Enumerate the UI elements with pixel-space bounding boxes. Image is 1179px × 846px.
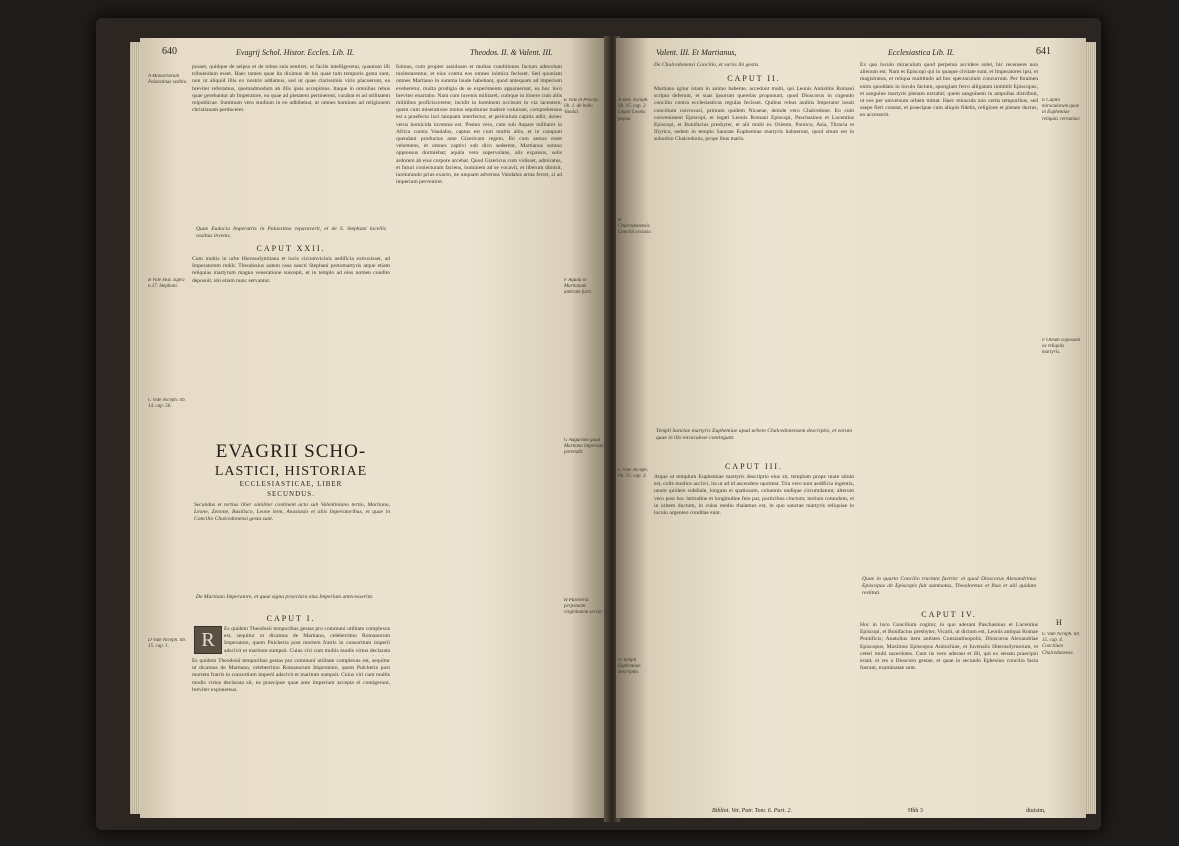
left-chapter1-heading: De Martiano Imperatore, et quae signa praeclara eius Imperium antecesserint. [196,594,374,600]
left-col1-mid-text: Cum multis in urbe Hierosolymitana et locis circumvicinis aedificia extruxisset, ad Imperatorem rediit. Theodosius autem ossa sancti Stephani protomartyris atque etiam reliquias martyrum magna veneratione suscepit, et in templo ad eius nomen condito deposuit, ubi etiam nunc servantur. [192,256,390,284]
right-page-number: 641 [1036,46,1051,57]
left-margin-note-e: E Vide et Procop. lib. 1. de bello Vandal. [564,98,599,116]
left-running-center: Theodos. II. & Valent. III. [470,48,553,57]
dropcap-initial: R [194,626,222,654]
left-chapter22-heading: Quae Eudocia Imperatrix in Palaestina reparaverit, et de S. Stephani locellis ossibus invenis. [196,226,386,239]
right-col2-body: Ex quo loculo miraculum quod perpetuo accidere solet, hic recensere non alienum est. Nam et Episcopi qui in quaque civitate sunt, et Imperatores ipsi, et magistratus, et reliqua multitudo ad hoc spectaculum concurrunt. Per foramen enim quoddam in loculo factum, spongiam ferro alligatam immittit Episcopus, et sanguine martyris plenam extrahit; quem sanguinem in ampullas distribuit, ut eos per universum orbem mittat. Haec miracula non certis temporibus, sed saepe fieri constat, et praecipue cum aliquis fidelis, religione et pietate ductus, eo accesserit. [860,62,1038,119]
right-col1-body2: Atque ut templum Euphemiae martyris descriptio eius sit, templum prope mare situm est, colle modice acclivi, ita ut ad id ascendere oporteat. Tria vero sunt aedificia ingentia, unum quidem subdiale, longum et spatiosum, columnis undique circumdatum; alterum vero post hoc latitudine et longitudine fere par, porticibus cinctum; tertium rotundum, et in orbem ductum, in cuius medio thalamus est, in quo sanctae martyris reliquiae in loculo argenteo conditae sunt. [654,474,854,517]
left-col1-body-start: Es quidem Theodosii temporibus gestas pro communi utilitate complexus est, sequitur ut dicamus de Martiano, celeberrimo Romanorum Imperatore, quem Pulcheria post mortem fratris in consortium imperii adscivit et maritum sumpsit. Cuius viri cum multis modis virtus declarata [224,626,390,654]
signature-mark: Hhh 3 [908,808,923,814]
book-title-line2: LASTICI, HISTORIAE [214,464,368,479]
left-caput-22: CAPUT XXII. [256,244,326,253]
right-running-center: Valent. III. Et Martianus, [656,48,737,57]
left-page-number: 640 [162,46,177,57]
book-title-line4: SECUNDUS. [267,490,315,498]
left-margin-note-a: A Monachorum Palaestinae seditio. [148,74,188,86]
right-page-edges [1086,42,1096,814]
right-margin-note-e: E Capita miraculorum quae in Euphemiae reliquiis cernuntur. [1042,98,1081,122]
left-margin-note-h: H Pulcheria perpetuam virginitatem servat. [564,598,603,616]
right-page [616,38,1086,818]
left-margin-note-c: C Vide Niceph. lib. 14. cap. 50. [148,398,186,410]
catchword: diuisim, [1026,808,1046,814]
left-col2-text: fuimus, cum propter assiduam et multas conditiones factum admodum molestarentur, et eius contra eos omnes inimica fecisset. Sed quoniam omnes Martiano in summa laude habebant, quod antequam ad imperium eveheretur, multa prodigia de se experimento apparuerunt, ea hoc loco breviter enarrabo. Nam cum iuvenis militaret, cumque in itinere cum aliis militibus proficisceretur, incidit in hominem occisum in via iacentem; quem cum miseratione motus sepulturae tradere voluisset, comprehensus est a praefecto loci tanquam interfector, et periculum capitis adiit, donec verus homicida inventus est. Postea vero, cum sub Aspare militaret in Africa contra Vandalos, captus est cum multis aliis, et in campum quendam productus ante Gizericum regem. Ibi cum aestus esset vehemens, et omnes captivi sub divo sederent, Martianus somno oppressus dormiebat; aquila vero supervolans, alis expansis, solis ardorem ab eius corpore arcebat. Quod Gizericus cum vidisset, admiratus, et futuri coniecturam faciens, hominem ad se vocavit, et liberum dimisit, iureiurando prius exacto, ne unquam adversus Vandalos arma ferret, si ad imperium perveniret. [396,64,562,186]
open-book [96,18,1101,830]
right-margin-note-b: B Chalcedonensis Concilii occasio. [618,218,652,236]
printer-footer-note: Bibliot. Vet. Patr. Tom. 6. Part. 2. [712,808,792,814]
left-margin-note-f: F Aquila in Martianum umbram facit. [564,278,593,296]
left-margin-note-g: G Augurium quod Martiano imperium portendit. [564,438,604,456]
left-caput-1: CAPUT I. [266,614,316,623]
left-col1-body: Es quidem Theodosii temporibus gestas pro communi utilitate complexus est, sequitur ut dicamus de Martiano, celeberrimo Romanorum Imperatore, quem Pulcheria post mortem fratris in consortium imperii adscivit et maritum sumpsit. Cuius viri cum multis modis virtus declarata sit, ea praecipue quae ante imperium accepta ei contigerunt, breviter exponemus. [192,658,390,693]
left-running-title: Evagrij Schol. Histor. Eccles. Lib. II. [236,48,355,57]
right-chapter3-heading: Templi Sanctae martyris Euphemiae apud urbem Chalcedonensem descriptio, et eorum quae in illo miraculose contingunt. [656,428,852,441]
left-page-edges [130,42,140,814]
right-col1-body: Martiano igitur istam in animo habente, accedunt multi, qui Leonis Antistitis Romani scripta deferunt, et suas ipsorum querelas proponunt, quod Dioscorus in cogendo concilio contra ecclesiasticas regulas fecisset. Quibus rebus auditis Imperator iussit concilium convocari, primum quidem Nicaeae, deinde vero Chalcedone. Eo cum convenissent Episcopi, et legati Leonis Romani Episcopi, Paschasinus et Lucentius Episcopi, et Bonifacius presbyter, et alii multi ex Oriente, Pontico, Asia, Thracia et Illyrico, sedem in templo Sanctae Euphemiae martyris habuerunt, quod situm est in suburbio Chalcedonis, prope litus maris. [654,86,854,143]
right-margin-note-d: D Templi Euphemiae descriptio. [618,658,641,676]
left-col1-top-text: posset, quidque de seipso et de rebus suis sentiret, ut facile intelligeretur, quantum illi tribuendum esset. Haec tamen quae ita diximus de his quae tum temporis gesta sunt, non ut aliquid illis ex nostris addamus, sed ut quae clarissimis viris placuerunt, ea breviter referamus, quemadmodum ab illis ipsis accepimus. Itaque in omnibus rebus quae gerebantur ab Imperatore, ea quae ad pietatem pertinerent, curabat et ad utilitatem reipublicae. Summum vero studium in eo adhibebat, ut omnes homines ad religionem christianam perduceret. [192,64,390,114]
right-caput-3: CAPUT III. [724,462,784,471]
right-margin-note-a: A Hist. Niceph. lib. 15. cap. 2. Legati Leonis papae. [618,98,649,122]
book-title-line3: ECCLESIASTICAE, LIBER [239,480,343,488]
book-intro-summary: Secundus et tertius liber similiter continent acta sub Valentiniano tertio, Martiano, Leone, Zenone, Basilisco, Leone item, Anastasio et aliis Imperatoribus, et quae in Concilio Chalcedonensi gesta sunt. [194,502,390,522]
right-margin-note-c: C Vide Niceph. lib. 15. cap. 3. [618,468,649,480]
left-page [140,38,608,818]
right-chapter4-heading: Quae in quarto Concilio tractata fuerint: et quod Dioscorus Alexandrinus Episcopus ab Episcopis fuit summotus, Theodoretus et Ibas et alii quidam restituti. [862,576,1036,596]
left-margin-note-d: D Vide Niceph. lib. 15. cap. 1. [148,638,187,650]
left-margin-note-b: B Vide Hist. supra n.17. Stephani. [148,278,185,290]
book-title-line1: EVAGRII SCHO- [215,441,367,462]
right-margin-letter-h: H [1056,618,1062,627]
right-caput-4: CAPUT IV. [921,610,977,619]
right-margin-note-g: G Vide Niceph. lib. 15. cap. 4. Concilium Chalcedonense. [1042,632,1081,656]
right-col2-body2: Hoc in loco Concilium cogitur, in quo aderant Paschasinus et Lucentius Episcopi, et Bonifacius presbyter, Vicarii, ut dictum est, Leonis antiqua Romae Pontificis; Anatolius item antistes Constantinopolis, Dioscorus Alexandriae Episcopus, Maximus Episcopus Antiochiae, et Iuvenalis Hierosolymorum, et ceteri multi sacerdotes. Cum iis vero aderant et illi, qui ex senatu praecipui erant; et res a Dioscoro gestae, et quae in secundo Ephesino concilio facta fuerant, examinatae sunt. [860,622,1038,672]
right-chapter2-heading: De Chalcedonensi Concilio, et variis ibi gestis. [654,62,760,68]
right-caput-2: CAPUT II. [727,74,781,83]
right-running-title: Ecclesiastica Lib. II. [888,48,955,57]
right-margin-note-f: F Oleum copiosum ex reliquiis martyris. [1042,338,1081,356]
